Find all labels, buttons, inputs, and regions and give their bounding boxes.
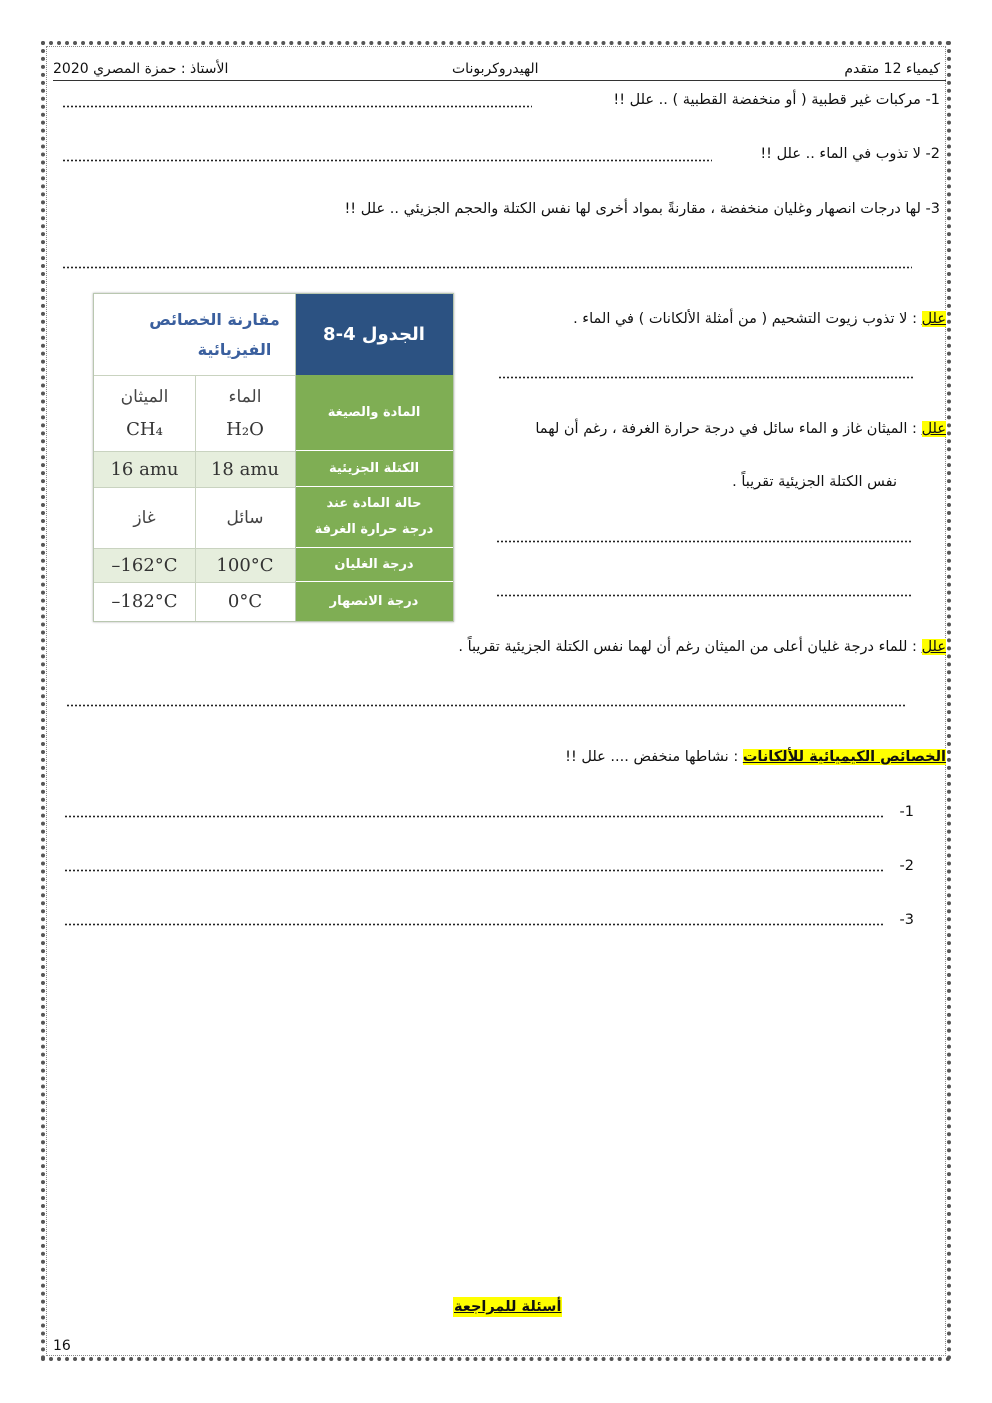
review-title: أسئلة للمراجعة [454, 1299, 562, 1315]
explain-2-continued: نفس الكتلة الجزيئية تقريباً . [732, 474, 897, 490]
methane-formula: CH₄ [126, 418, 163, 440]
water-boiling: 100°C [216, 554, 274, 576]
methane-name: الميثان [120, 386, 169, 407]
question-number: 2- [925, 146, 940, 162]
row-label-mass: الكتلة الجزيئية [295, 451, 453, 487]
table-title-line1: مقارنة الخصائص [149, 309, 280, 329]
divider [295, 294, 296, 621]
row-label-state-line1: حالة المادة عند [326, 496, 422, 511]
methane-mass: 16 amu [110, 458, 179, 480]
water-state: سائل [226, 507, 264, 528]
answer-line [62, 262, 912, 272]
question-text: لا تذوب في الماء .. علل !! [760, 146, 921, 162]
header-topic: الهيدروكربونات [452, 61, 539, 77]
answer-line [64, 919, 884, 929]
divider [94, 451, 295, 452]
water-name: الماء [228, 386, 262, 407]
question-number: 3- [925, 201, 940, 217]
question-1 [613, 92, 940, 108]
answer-line [496, 536, 913, 546]
explain-text: : لا تذوب زيوت التشحيم ( من أمثلة الألكانات ) في الماء . [573, 311, 917, 327]
row-label-melting: درجة الانصهار [295, 582, 453, 621]
item-number: -1 [899, 804, 914, 820]
answer-line [64, 865, 884, 875]
water-mass: 18 amu [210, 458, 280, 480]
divider [195, 375, 196, 621]
methane-substance-cell [94, 375, 195, 451]
answer-line [62, 101, 532, 111]
water-formula: H₂O [226, 418, 264, 440]
table-title-line2: الفيزيائية [197, 339, 272, 359]
row-label-state-line2: درجة حرارة الغرفة [314, 522, 434, 537]
chemical-text: : نشاطها منخفض .... علل !! [565, 749, 739, 765]
explain-label: علل [921, 311, 946, 327]
answer-line [496, 590, 913, 600]
question-2 [760, 146, 940, 162]
header-rule [53, 80, 946, 81]
answer-line [62, 155, 712, 165]
explain-1 [573, 311, 946, 327]
table-title [94, 294, 295, 375]
answer-line [498, 372, 913, 382]
row-label-state [295, 487, 453, 548]
item-number: -2 [899, 858, 914, 874]
question-text: لها درجات انصهار وغليان منخفضة ، مقارنةً بمواد أخرى لها نفس الكتلة والحجم الجزيئي .. علل !! [344, 201, 921, 217]
header-teacher: الأستاذ : حمزة المصري 2020 [53, 61, 229, 77]
methane-state: غاز [133, 507, 156, 528]
divider [94, 582, 295, 583]
methane-melting: –182°C [111, 591, 178, 612]
question-3 [344, 201, 940, 217]
explain-text: : الميثان غاز و الماء سائل في درجة حرارة الغرفة ، رغم أن لهما [535, 421, 917, 437]
explain-text: : للماء درجة غليان أعلى من الميثان رغم أن لهما نفس الكتلة الجزيئية تقريباً . [458, 639, 917, 655]
answer-line [64, 811, 884, 821]
row-label-boiling: درجة الغليان [295, 548, 453, 582]
water-melting: 0°C [227, 591, 263, 612]
question-number: 1- [925, 92, 940, 108]
row-label-substance: المادة والصيغة [295, 375, 453, 451]
chemical-title: الخصائص الكيميائية للألكانات [742, 749, 946, 765]
header-subject: كيمياء 12 متقدم [844, 61, 940, 77]
question-text: مركبات غير قطبية ( أو منخفضة القطبية ) .. علل !! [613, 92, 921, 108]
chemical-properties [565, 749, 946, 765]
comparison-table [93, 293, 454, 622]
page-number: 16 [53, 1338, 71, 1354]
answer-line [66, 700, 906, 710]
explain-label: علل [921, 639, 946, 655]
divider [94, 487, 295, 488]
explain-label: علل [921, 421, 946, 437]
explain-2 [535, 421, 946, 437]
divider [94, 548, 295, 549]
item-number: -3 [899, 912, 914, 928]
table-caption: الجدول 4-8 [295, 294, 453, 375]
explain-3 [458, 639, 946, 655]
methane-boiling: –162°C [111, 554, 178, 576]
water-substance-cell [195, 375, 295, 451]
